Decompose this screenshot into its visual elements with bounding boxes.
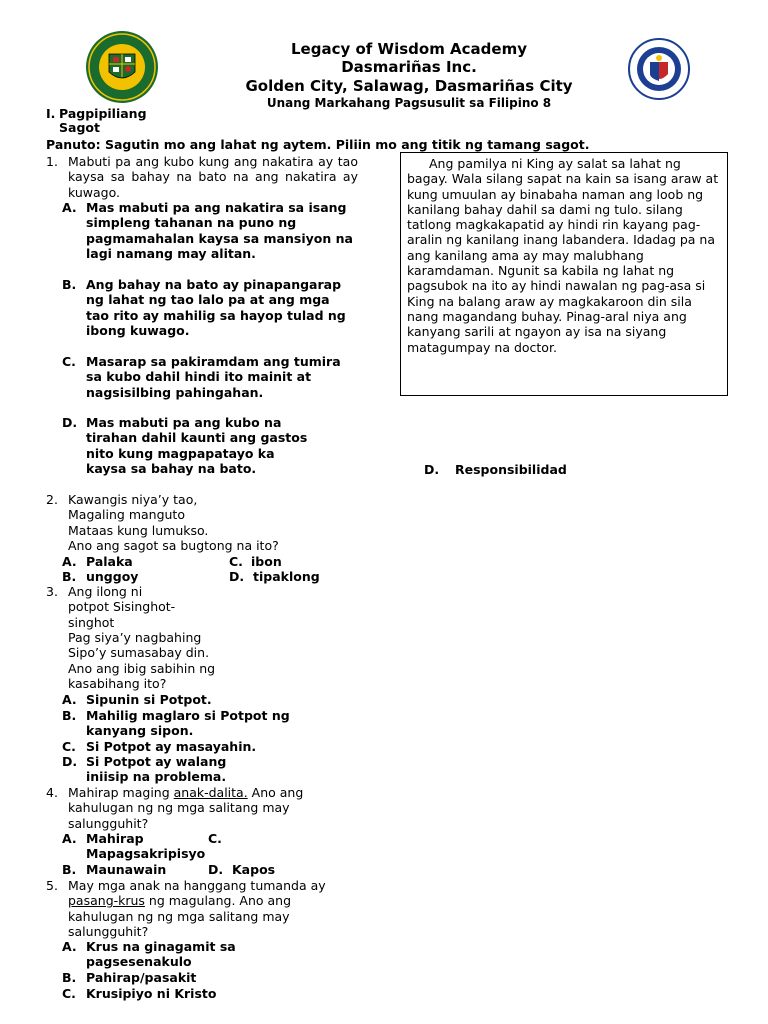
option-text: Sipunin si Potpot. (86, 692, 212, 707)
school-address: Golden City, Salawag, Dasmariñas City (245, 77, 573, 95)
option-text: Krus na ginagamit sa pagsesenakulo (86, 939, 236, 970)
q4-option-b-letter[interactable]: B. (62, 862, 77, 877)
question-text (68, 785, 358, 831)
option-text: Mahilig maglaro si Potpot ng kanyang sipon. (86, 708, 290, 739)
section-title: Pagpipiliang Sagot (59, 106, 147, 135)
saying-line: Sipo’y sumasabay din. (68, 645, 210, 661)
question-number: 1. (46, 154, 58, 169)
option-letter: B. (62, 970, 77, 985)
q2-option-a-text[interactable]: Palaka (86, 554, 133, 569)
underlined-word: anak-dalita. (173, 785, 248, 800)
question-number: 3. (46, 584, 58, 599)
q2-option-b-letter[interactable]: B. (62, 569, 77, 584)
passage-text: Ang pamilya ni King ay salat sa lahat ng bagay. Wala silang sapat na kain sa isang araw at kung umuulan ay binabaha naman ang loob ng kanilang bahay dahil sa dami ng tulo. silang tatlong magkakapatid ay hindi rin kayang pag-aralin ng kanilang inang labandera. Idadag pa na ang kanilang ama ay may malubhang karamdaman. Ngunit sa kabila ng lahat ng pagsubok na ito ay hindi nawalan ng pag-asa si King na balang araw ay magkakaroon din sila nang magandang buhay. Pinag-aral niya ang kanyang sarili at ngayon ay isa na siyang matagumpay na doctor. (407, 156, 719, 355)
option-letter: B. (62, 277, 77, 292)
question-text-post: Ano ang kahulugan ng ng mga salitang may salungguhit? (68, 785, 304, 831)
option-letter: D. (62, 754, 78, 769)
question-text: Mabuti pa ang kubo kung ang nakatira ay tao kaysa sa bahay na bato na ang nakatira ay kuwago. (68, 154, 358, 200)
q2-option-c-letter[interactable]: C. (229, 554, 243, 569)
question-text-pre: Mahirap maging (68, 785, 174, 800)
q4-option-b-text[interactable]: Maunawain (86, 862, 167, 877)
school-name: Legacy of Wisdom Academy (291, 40, 527, 58)
option-letter: A. (62, 692, 77, 707)
company-name: Dasmariñas Inc. (341, 58, 477, 76)
saying-line: kasabihang ito? (68, 675, 167, 691)
option-text: Pahirap/pasakit (86, 970, 197, 985)
option-letter: C. (62, 354, 76, 369)
option-text: Mas mabuti pa ang kubo na tirahan dahil kaunti ang gastos nito kung magpapatayo ka kaysa sa bahay na bato. (86, 415, 308, 476)
option-letter: C. (62, 986, 76, 1001)
q2-option-a-letter[interactable]: A. (62, 554, 77, 569)
saying-line: Ang ilong ni (68, 584, 143, 599)
question-number: 5. (46, 878, 58, 893)
saying-line: singhot (68, 614, 115, 630)
reading-passage-box (400, 152, 728, 396)
option-letter: D. (424, 462, 440, 477)
exam-title: Unang Markahang Pagsusulit sa Filipino 8 (266, 96, 552, 110)
q4-option-d-text[interactable]: Kapos (232, 862, 276, 877)
q2-option-d-letter[interactable]: D. (229, 569, 245, 584)
saying-line: potpot Sisinghot- (68, 599, 176, 615)
option-text: Mas mabuti pa ang nakatira sa isang simpleng tahanan na puno ng pagmamahalan kaysa sa mansiyon na lagi namang may alitan. (86, 200, 353, 261)
q2-option-c-text[interactable]: ibon (251, 554, 282, 569)
option-text: Krusipiyo ni Kristo (86, 986, 217, 1001)
section-number: I. (46, 106, 56, 121)
underlined-word: pasang-krus (68, 893, 145, 909)
q4-option-a-text[interactable]: Mahirap (86, 831, 144, 846)
riddle-line: Ano ang sagot sa bugtong na ito? (68, 537, 279, 553)
instructions: Panuto: Sagutin mo ang lahat ng aytem. Piliin mo ang titik ng tamang sagot. (46, 137, 590, 152)
riddle-line: Kawangis niya’y tao, (68, 492, 198, 507)
question-number: 4. (46, 785, 58, 800)
question-text (68, 878, 360, 939)
option-text: Ang bahay na bato ay pinapangarap ng lahat ng tao lalo pa at ang mga tao rito ay mahilig sa hayop tulad ng ibong kuwago. (86, 277, 346, 338)
saying-line: Pag siya’y nagbahing (68, 629, 202, 645)
option-letter: C. (62, 739, 76, 754)
q2-option-d-text[interactable]: tipaklong (253, 569, 320, 584)
q2-option-b-text[interactable]: unggoy (86, 569, 139, 584)
option-text: Si Potpot ay walang iniisip na problema. (86, 754, 227, 785)
option-letter: D. (62, 415, 78, 430)
q4-option-c-text[interactable]: Mapagsakripisyo (86, 846, 206, 862)
riddle-line: Magaling manguto (68, 507, 185, 523)
question-number: 2. (46, 492, 58, 507)
option-letter: A. (62, 939, 77, 954)
q4-option-d-letter[interactable]: D. (208, 862, 224, 877)
option-letter: A. (62, 200, 77, 215)
saying-line: Ano ang ibig sabihin ng (68, 660, 216, 676)
option-text: Masarap sa pakiramdam ang tumira sa kubo dahil hindi ito mainit at nagsisilbing pahingahan. (86, 354, 341, 400)
option-text: Si Potpot ay masayahin. (86, 739, 257, 754)
question-text-pre: May mga anak na hanggang tumanda ay (68, 878, 326, 893)
question-text-post: ng magulang. Ano ang kahulugan ng ng mga salitang may salungguhit? (68, 893, 291, 939)
q4-option-a-letter[interactable]: A. (62, 831, 77, 846)
riddle-line: Mataas kung lumukso. (68, 522, 209, 538)
option-letter: B. (62, 708, 77, 723)
q4-option-c-letter[interactable]: C. (208, 831, 222, 846)
option-text: Responsibilidad (455, 462, 567, 477)
